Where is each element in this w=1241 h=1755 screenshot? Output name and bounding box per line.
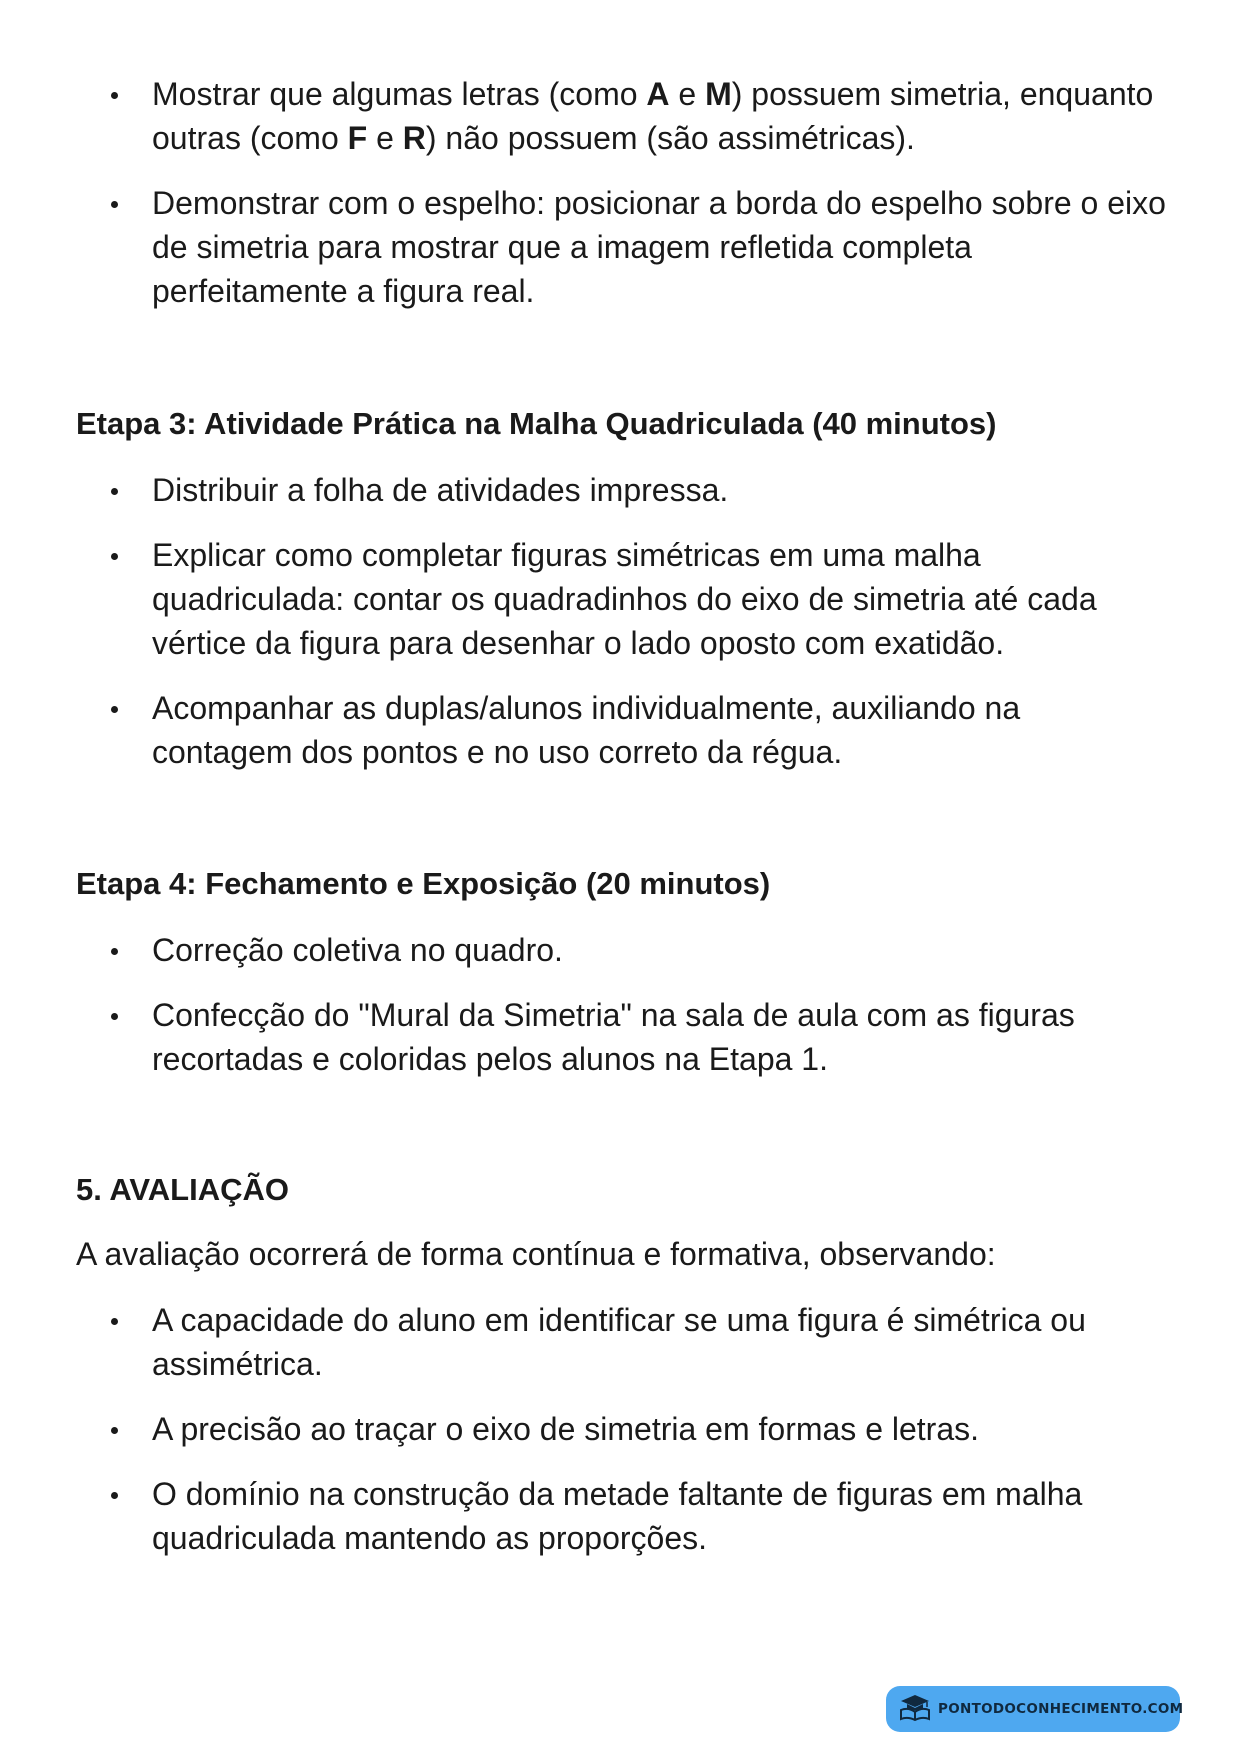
text-run: ) não possuem (são assimétricas). <box>425 120 915 156</box>
text-run: Mostrar que algumas letras (como <box>152 76 647 112</box>
list-item: Distribuir a folha de atividades impressa. <box>76 468 1166 512</box>
etapa-3-bullet-list <box>76 468 1166 774</box>
section-heading-etapa-3: Etapa 3: Atividade Prática na Malha Quadriculada (40 minutos) <box>76 406 997 441</box>
etapa-4-bullet-list <box>76 928 1166 1081</box>
list-item: A precisão ao traçar o eixo de simetria em formas e letras. <box>76 1407 1166 1451</box>
list-item: O domínio na construção da metade faltante de figuras em malha quadriculada mantendo as proporções. <box>76 1472 1166 1560</box>
list-item: A capacidade do aluno em identificar se uma figura é simétrica ou assimétrica. <box>76 1298 1166 1386</box>
text-run: e <box>669 76 706 112</box>
list-item <box>76 72 1166 160</box>
bold-letter: F <box>347 120 368 156</box>
list-item: Acompanhar as duplas/alunos individualmente, auxiliando na contagem dos pontos e no uso correto da régua. <box>76 686 1166 774</box>
top-list-section <box>76 72 1166 313</box>
list-item: Correção coletiva no quadro. <box>76 928 1166 972</box>
site-link[interactable]: PONTODOCONHECIMENTO.COM <box>938 1701 1184 1717</box>
avaliacao-intro: A avaliação ocorrerá de forma contínua e formativa, observando: <box>76 1236 996 1272</box>
avaliacao-bullet-list <box>76 1298 1166 1560</box>
etapa-3-list-section <box>76 468 1166 774</box>
list-item: Explicar como completar figuras simétricas em uma malha quadriculada: contar os quadradinhos do eixo de simetria até cada vértice da figura para desenhar o lado oposto com exatidão. <box>76 533 1166 665</box>
list-item: Demonstrar com o espelho: posicionar a borda do espelho sobre o eixo de simetria para mostrar que a imagem refletida completa perfeitamente a figura real. <box>76 181 1166 313</box>
bold-letter: M <box>705 76 732 112</box>
avaliacao-list-section <box>76 1298 1166 1560</box>
graduation-book-icon <box>898 1693 932 1726</box>
text-run: e <box>367 120 403 156</box>
top-bullet-list <box>76 72 1166 313</box>
site-badge[interactable] <box>886 1686 1184 1732</box>
section-heading-etapa-4: Etapa 4: Fechamento e Exposição (20 minutos) <box>76 866 771 901</box>
etapa-4-list-section <box>76 928 1166 1081</box>
section-heading-avaliacao: 5. AVALIAÇÃO <box>76 1172 289 1207</box>
text-run: ) possuem simetria, enquanto outras (como <box>152 76 1154 156</box>
list-item: Confecção do "Mural da Simetria" na sala de aula com as figuras recortadas e coloridas pelos alunos na Etapa 1. <box>76 993 1166 1081</box>
bold-letter: R <box>402 120 426 156</box>
bold-letter: A <box>646 76 670 112</box>
